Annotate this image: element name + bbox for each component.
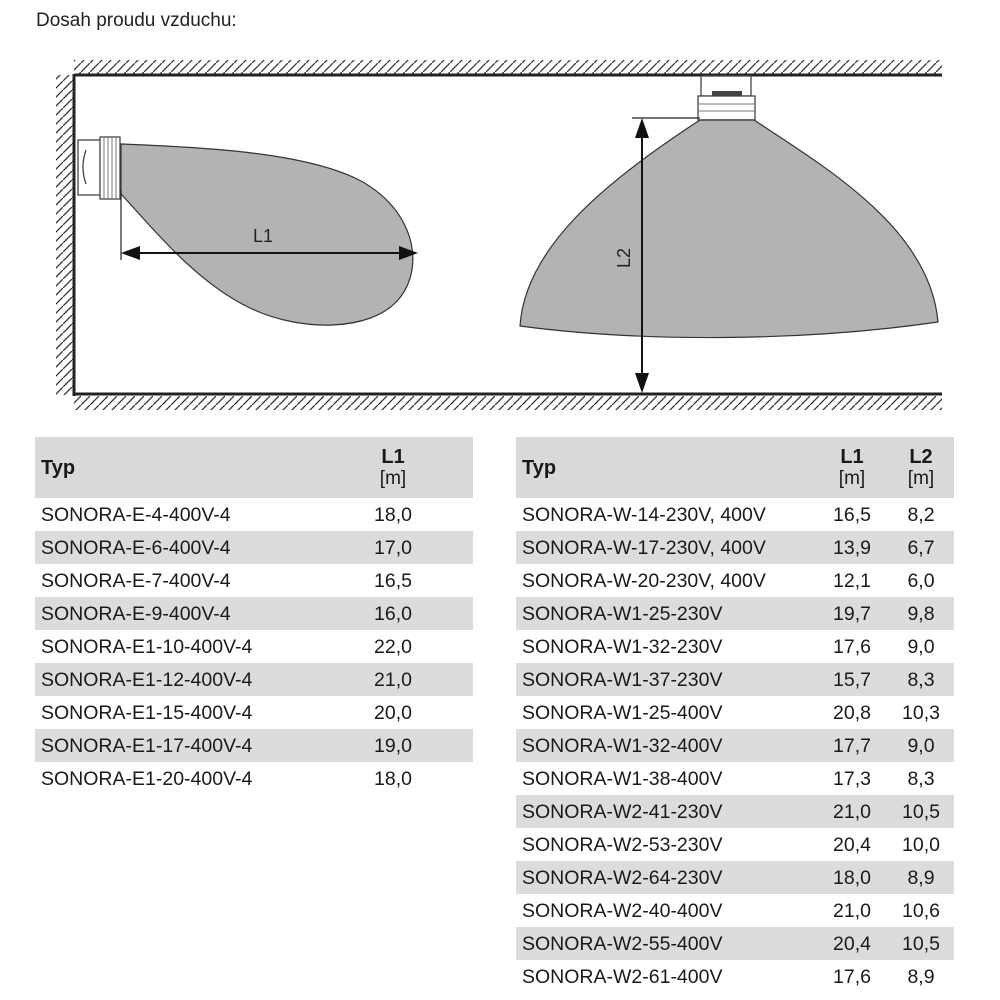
table-w-cell-name: SONORA-W2-41-230V [516,795,816,828]
table-w-cell-l1: 19,7 [816,597,888,630]
throw-cone-vertical [520,120,938,338]
table-e-row [35,498,473,531]
table-w-row [516,696,954,729]
table-w-cell-l2: 10,6 [902,899,940,922]
table-w-row [516,762,954,795]
table-w-cell-name: SONORA-W1-25-400V [522,701,723,724]
table-w-row [516,729,954,762]
table-e-cell-name: SONORA-E-6-400V-4 [35,531,313,564]
table-w-cell-l1: 20,8 [833,701,871,724]
table-w-header-row [516,437,954,498]
table-e-cell-name: SONORA-E1-10-400V-4 [41,635,253,658]
table-w-cell-l1: 13,9 [816,531,888,564]
table-w-cell-l1: 15,7 [816,663,888,696]
wall-hatching [56,75,73,395]
table-w-row [516,630,954,663]
ceiling-hatching [74,60,942,74]
table-e-cell-l1: 20,0 [374,701,412,724]
table-w-cell-l1: 17,3 [833,767,871,790]
table-w-cell-l2: 8,3 [907,767,935,790]
table-e-cell-name: SONORA-E-7-400V-4 [41,569,231,592]
wall-unit-e [78,137,120,199]
table-w-cell-name: SONORA-W1-38-400V [522,767,723,790]
table-w-header-l1 [816,437,888,498]
table-w [516,437,954,993]
table-e-header-l1-unit: [m] [379,467,407,489]
table-w-cell-l2: 8,9 [888,861,954,894]
table-w-cell-l2: 6,0 [907,569,935,592]
table-w-cell-l2: 8,2 [907,503,935,526]
table-w-header-l1-label: L1 [840,445,864,468]
floor-hatching [74,396,942,410]
table-e-row [35,597,473,630]
table-e-cell-name: SONORA-E-9-400V-4 [35,597,313,630]
table-w-cell-l2: 6,7 [888,531,954,564]
table-w-cell-l2: 9,8 [888,597,954,630]
l1-label: L1 [253,226,274,246]
table-e-header-l1 [313,437,473,498]
table-w-cell-l2: 9,0 [907,635,935,658]
table-w-cell-l2: 8,9 [907,965,935,988]
table-e-cell-l1: 16,5 [374,569,412,592]
table-e [35,437,473,795]
table-w-header-l2-label: L2 [909,445,933,468]
table-w-cell-l2: 9,0 [888,729,954,762]
table-w-cell-l1: 21,0 [833,899,871,922]
air-throw-diagram [0,0,1000,430]
table-w-cell-name: SONORA-W2-64-230V [516,861,816,894]
table-w-cell-l2: 8,3 [888,663,954,696]
table-e-cell-l1: 18,0 [374,767,412,790]
table-w-header-l2-unit: [m] [907,467,935,489]
table-e-cell-name: SONORA-E1-12-400V-4 [35,663,313,696]
table-e-cell-l1: 22,0 [374,635,412,658]
table-w-cell-name: SONORA-W2-40-400V [522,899,723,922]
table-w-row [516,861,954,894]
table-w-header-typ: Typ [516,437,816,498]
l2-label: L2 [614,247,634,268]
table-w-cell-name: SONORA-W-17-230V, 400V [516,531,816,564]
table-w-cell-l1: 16,5 [833,503,871,526]
table-e-row [35,729,473,762]
table-w-cell-name: SONORA-W1-37-230V [516,663,816,696]
table-w-header-l2 [888,437,954,498]
table-w-row [516,828,954,861]
table-w-cell-name: SONORA-W-20-230V, 400V [522,569,766,592]
table-w-row [516,498,954,531]
table-e-row [35,630,473,663]
table-e-header-row [35,437,473,498]
table-w-header-l1-unit: [m] [838,467,866,489]
table-w-row [516,894,954,927]
table-e-row [35,564,473,597]
table-e-cell-l1: 18,0 [374,503,412,526]
table-e-row [35,762,473,795]
table-e-row [35,531,473,564]
ceiling-unit-w [698,76,755,120]
table-w-cell-l2: 10,5 [888,927,954,960]
table-w-cell-l2: 10,5 [888,795,954,828]
table-e-row [35,696,473,729]
table-w-cell-name: SONORA-W1-25-230V [516,597,816,630]
table-e-cell-l1: 19,0 [313,729,473,762]
table-w-cell-l1: 17,6 [833,965,871,988]
table-w-cell-l2: 10,3 [902,701,940,724]
page-heading: Dosah proudu vzduchu: [36,10,237,31]
table-w-cell-l2: 10,0 [902,833,940,856]
table-w-row [516,663,954,696]
table-e-row [35,663,473,696]
table-w-cell-l1: 12,1 [833,569,871,592]
table-e-cell-l1: 16,0 [313,597,473,630]
table-w-row [516,531,954,564]
table-w-row [516,597,954,630]
table-w-row [516,795,954,828]
table-w-row [516,927,954,960]
table-e-cell-name: SONORA-E1-15-400V-4 [41,701,253,724]
table-w-cell-l1: 18,0 [816,861,888,894]
table-e-header-l1-label: L1 [381,445,405,468]
table-w-cell-l1: 20,4 [816,927,888,960]
table-e-cell-name: SONORA-E-4-400V-4 [41,503,231,526]
table-e-cell-l1: 21,0 [313,663,473,696]
table-w-cell-name: SONORA-W1-32-400V [516,729,816,762]
table-w-cell-l1: 20,4 [833,833,871,856]
table-w-cell-l1: 17,6 [833,635,871,658]
table-e-cell-name: SONORA-E1-20-400V-4 [41,767,253,790]
table-w-row [516,564,954,597]
table-w-row [516,960,954,993]
table-w-cell-name: SONORA-W2-61-400V [522,965,723,988]
table-w-cell-name: SONORA-W1-32-230V [522,635,723,658]
table-w-cell-name: SONORA-W-14-230V, 400V [522,503,766,526]
table-e-cell-l1: 17,0 [313,531,473,564]
table-w-cell-l1: 21,0 [816,795,888,828]
table-w-cell-name: SONORA-W2-53-230V [522,833,723,856]
table-w-cell-l1: 17,7 [816,729,888,762]
table-e-header-typ: Typ [35,437,313,498]
table-w-cell-name: SONORA-W2-55-400V [516,927,816,960]
table-e-cell-name: SONORA-E1-17-400V-4 [35,729,313,762]
